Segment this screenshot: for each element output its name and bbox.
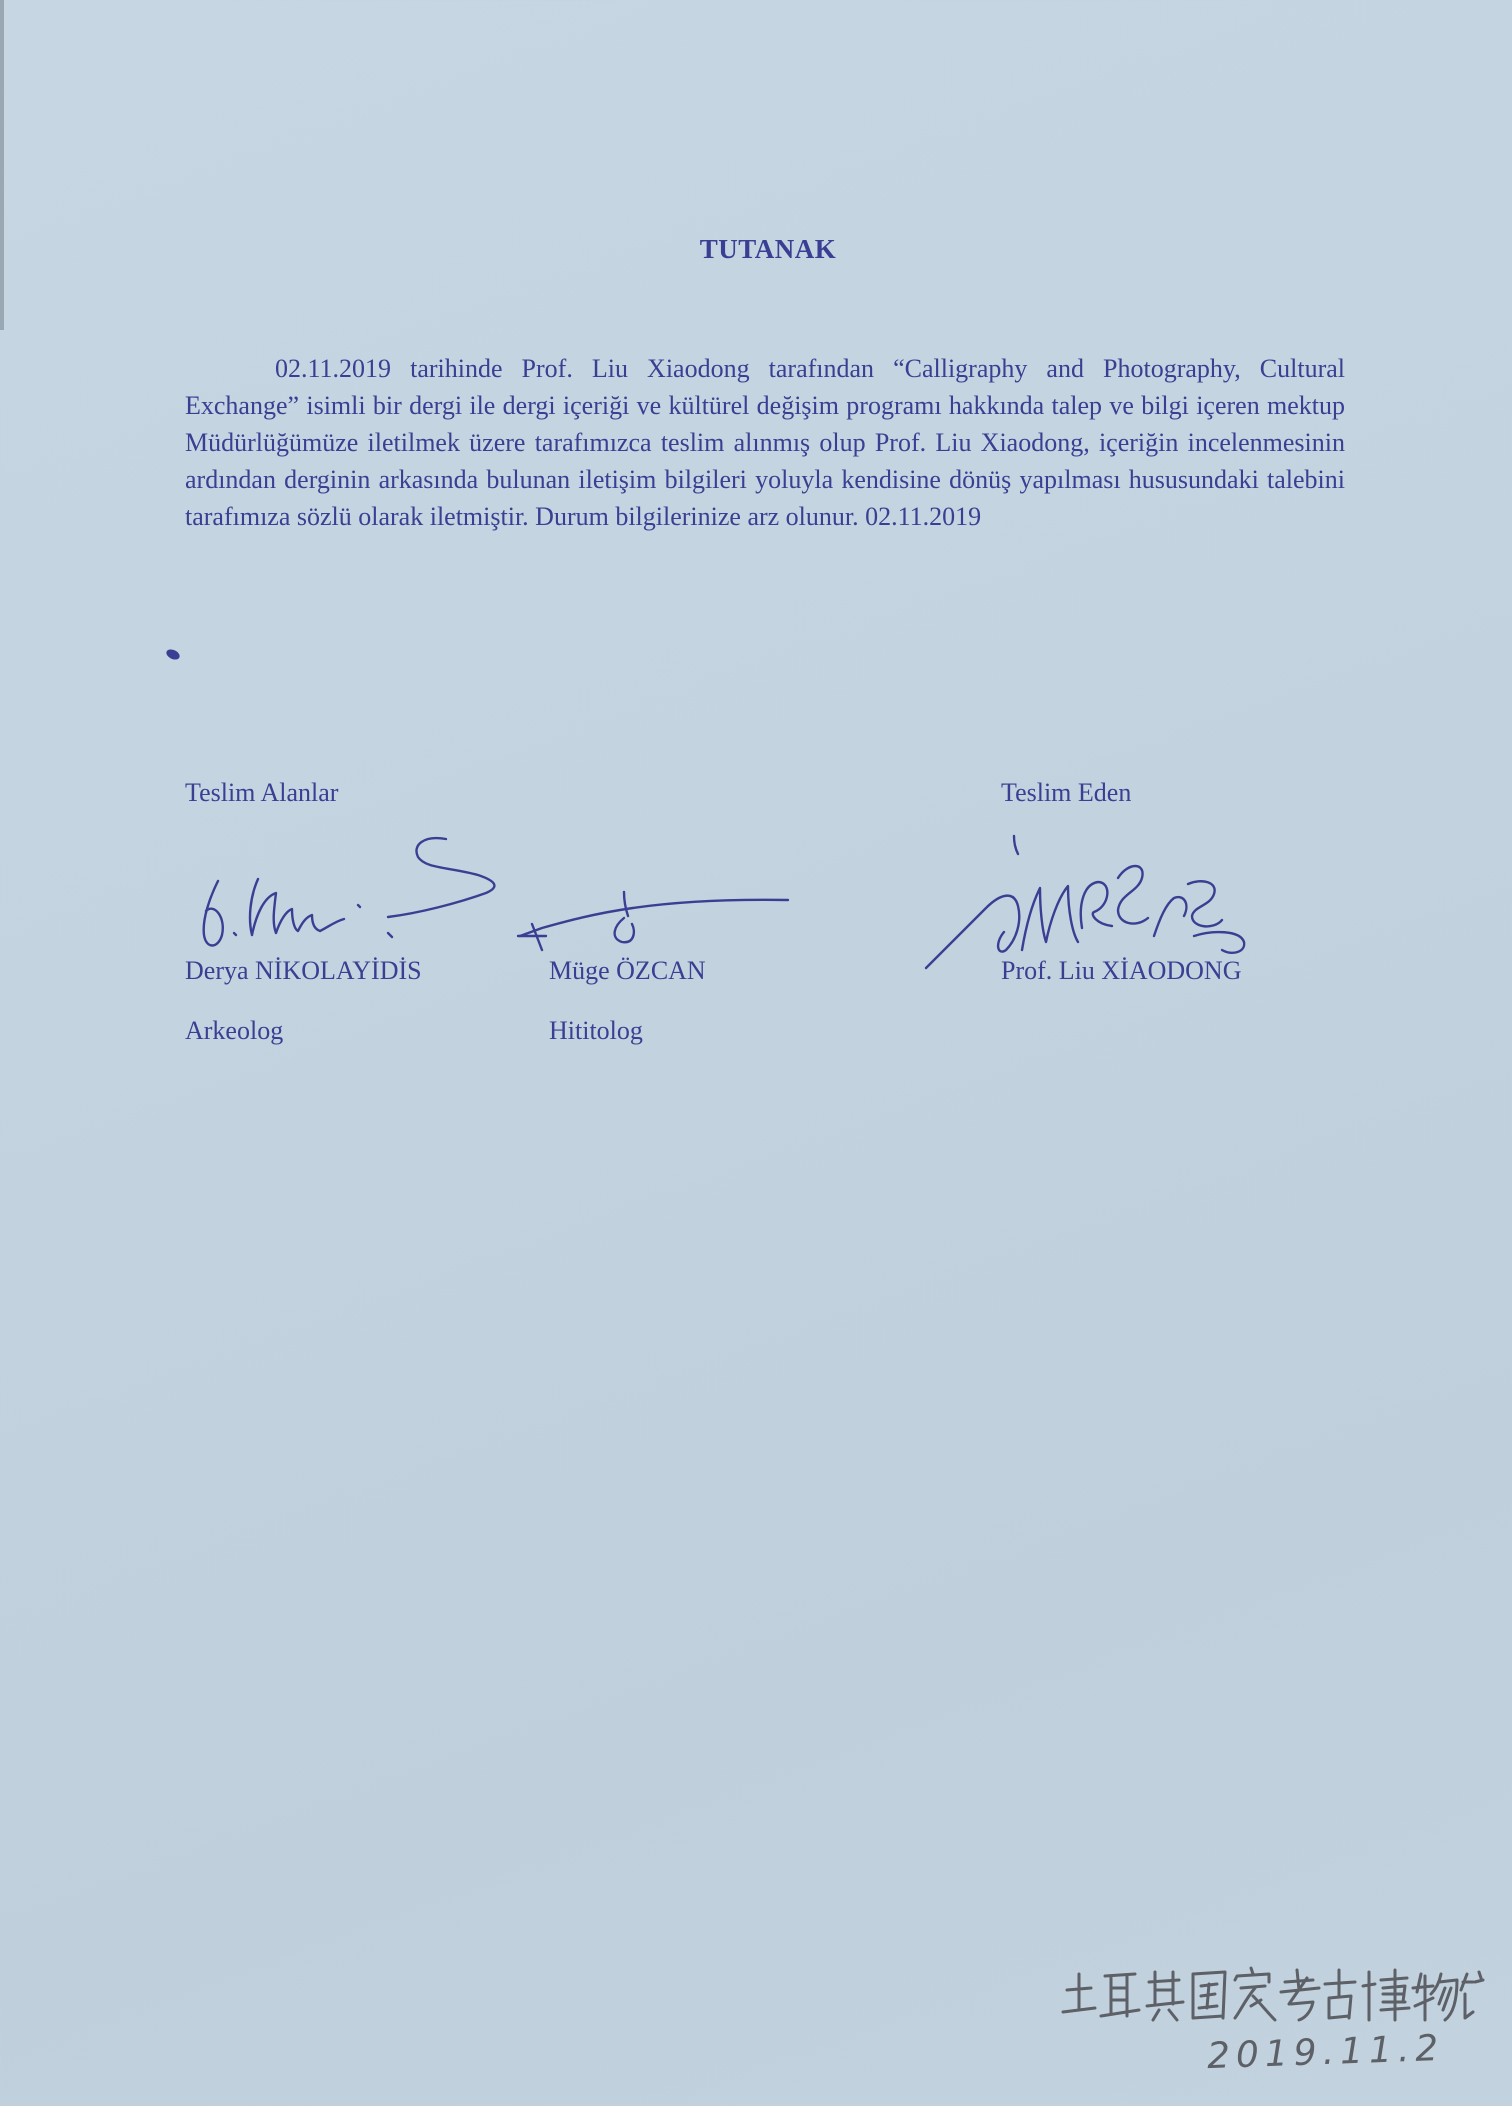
ink-mark (165, 647, 181, 661)
signer-title: Hititolog (549, 1016, 643, 1045)
handwritten-annotation (1055, 1960, 1485, 2090)
received-by-label: Teslim Alanlar (185, 778, 339, 807)
signer-name: Müge ÖZCAN (549, 956, 706, 985)
signer-name: Derya NİKOLAYİDİS (185, 956, 422, 985)
document-title: TUTANAK (699, 234, 837, 264)
document-body: 02.11.2019 tarihinde Prof. Liu Xiaodong tarafından “Calligraphy and Photography, Cultural Exchange” isimli bir dergi ile dergi içeriği ve kültürel değişim programı hakkında talep ve bilgi içeren mektup Müdürlüğümüze iletilmek üzere tarafımızca teslim alınmış olup Prof. Liu Xiaodong, içeriğin incelenmesinin ardından derginin arkasında bulunan iletişim bilgileri yoluyla kendisine dönüş yapılması hususundaki talebini tarafımıza sözlü olarak iletmiştir. Durum bilgilerinize arz olunur. 02.11.2019 (185, 354, 1345, 531)
signature-muge (512, 880, 792, 960)
delivered-by-label: Teslim Eden (1001, 778, 1132, 807)
signature-derya (188, 835, 508, 965)
signer-name: Prof. Liu XİAODONG (1001, 956, 1242, 985)
handwritten-date: 2019.11.2 (1206, 2027, 1445, 2078)
museum-handwriting (1055, 1960, 1485, 2030)
signer-title: Arkeolog (185, 1016, 284, 1045)
